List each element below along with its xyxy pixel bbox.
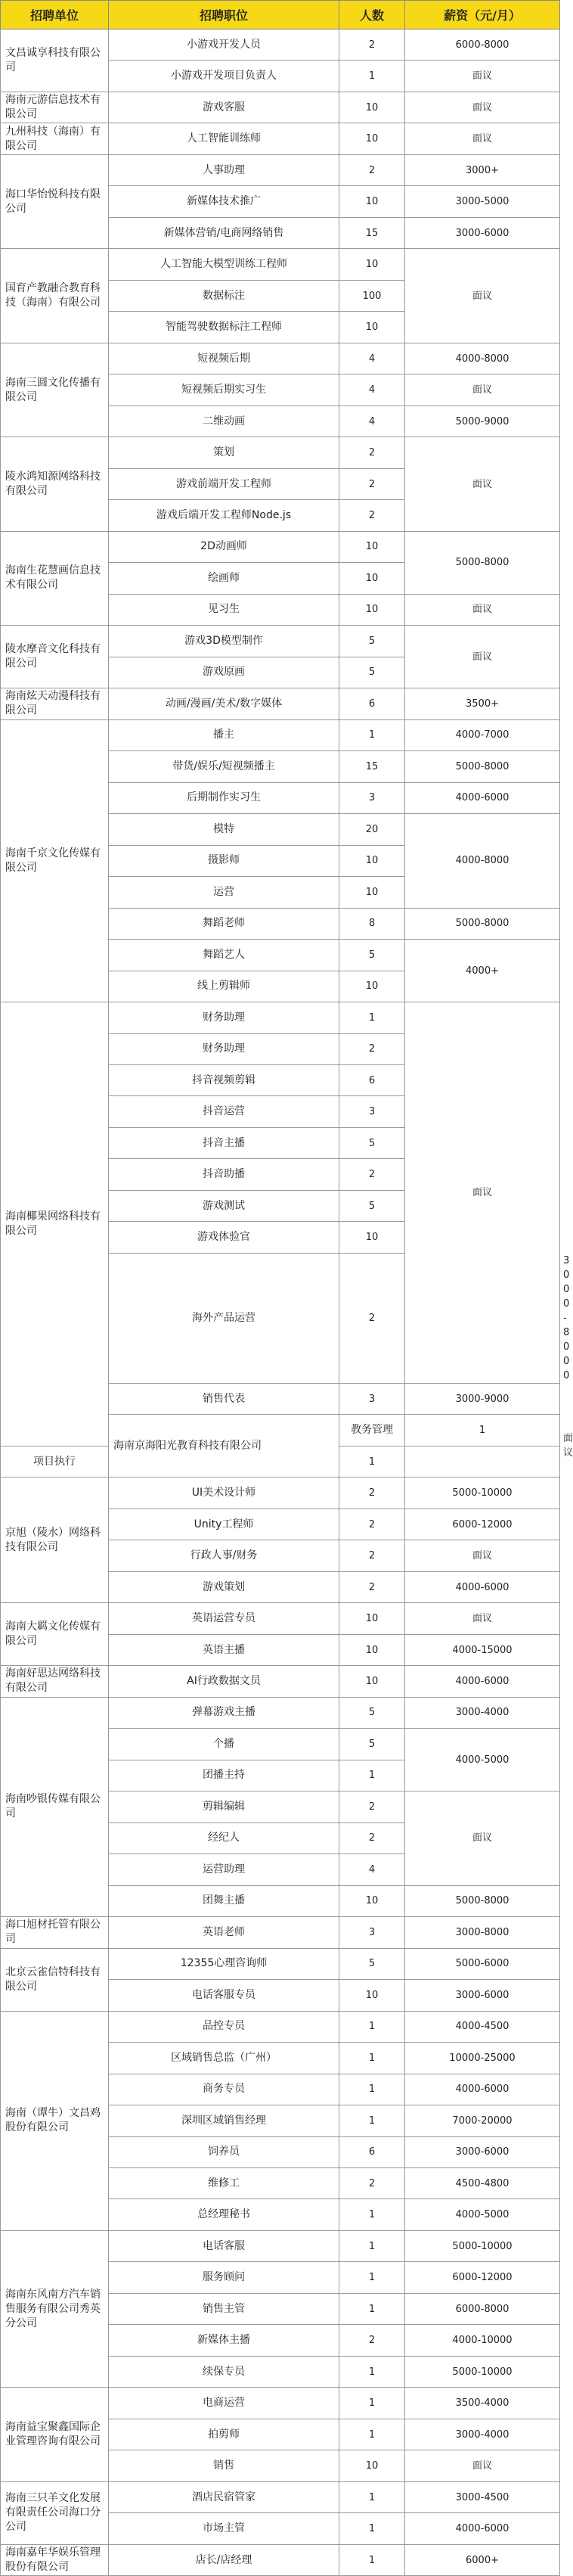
position-cell: 2D动画师 [109, 531, 339, 562]
position-cell: 运营助理 [109, 1854, 339, 1885]
salary-cell: 4000-6000 [405, 2074, 560, 2105]
company-cell: 国育产教融合教育科技（海南）有限公司 [1, 249, 109, 343]
salary-cell: 4000-6000 [405, 782, 560, 813]
table-row [1, 1002, 560, 1033]
salary-cell: 面议 [405, 2450, 560, 2481]
salary-cell: 3000-6000 [405, 2136, 560, 2167]
salary-cell: 面议 [405, 1540, 560, 1571]
count-cell: 5 [339, 1697, 405, 1728]
position-cell: 品控专员 [109, 2011, 339, 2042]
company-cell: 海南元游信息技术有限公司 [1, 92, 109, 123]
salary-cell: 4000-10000 [405, 2325, 560, 2356]
count-cell: 1 [405, 1415, 560, 1446]
salary-cell: 面议 [405, 249, 560, 343]
position-cell: 舞蹈艺人 [109, 940, 339, 971]
position-cell: 销售主管 [109, 2293, 339, 2324]
table-row [1, 1697, 560, 1728]
position-cell: Unity工程师 [109, 1509, 339, 1540]
count-cell: 10 [339, 92, 405, 123]
count-cell: 2 [339, 1033, 405, 1064]
salary-cell: 3000-8000 [405, 1917, 560, 1948]
position-cell: 抖音视频剪辑 [109, 1064, 339, 1095]
position-cell: 游戏原画 [109, 657, 339, 688]
position-cell: 数据标注 [109, 280, 339, 311]
count-cell: 1 [339, 2043, 405, 2074]
count-cell: 1 [339, 2199, 405, 2230]
count-cell: 3 [339, 782, 405, 813]
position-cell: 区域销售总监（广州） [109, 2043, 339, 2074]
count-cell: 2 [339, 500, 405, 531]
position-cell: 个播 [109, 1729, 339, 1760]
position-cell: 游戏前端开发工程师 [109, 468, 339, 499]
company-cell: 北京云雀信特科技有限公司 [1, 1948, 109, 2011]
count-cell: 3 [339, 1096, 405, 1127]
count-cell: 1 [339, 2544, 405, 2575]
company-cell: 海南生花慧画信息技术有限公司 [1, 531, 109, 625]
count-cell: 10 [339, 2450, 405, 2481]
position-cell: 游戏测试 [109, 1190, 339, 1221]
position-cell: 英语主播 [109, 1634, 339, 1665]
header-position: 招聘职位 [109, 1, 339, 30]
count-cell: 10 [339, 1980, 405, 2011]
table-header-row [1, 1, 560, 30]
position-cell: 财务助理 [109, 1002, 339, 1033]
salary-cell: 面议 [405, 61, 560, 92]
count-cell: 10 [339, 563, 405, 594]
count-cell: 100 [339, 280, 405, 311]
table-row [1, 531, 560, 562]
position-cell: 电话客服专员 [109, 1980, 339, 2011]
position-cell: 摄影师 [109, 845, 339, 876]
position-cell: 新媒体技术推广 [109, 186, 339, 217]
count-cell: 1 [339, 1002, 405, 1033]
count-cell: 2 [339, 154, 405, 185]
company-cell: 海南三圆文化传播有限公司 [1, 343, 109, 437]
count-cell: 5 [339, 626, 405, 657]
count-cell: 1 [339, 2230, 405, 2261]
position-cell: 短视频后期 [109, 343, 339, 374]
company-cell: 文昌诚享科技有限公司 [1, 30, 109, 92]
position-cell: 12355心理咨询师 [109, 1948, 339, 1979]
position-cell: 游戏体验官 [109, 1222, 339, 1253]
position-cell: UI美术设计师 [109, 1478, 339, 1509]
position-cell: 见习生 [109, 594, 339, 625]
count-cell: 2 [339, 437, 405, 468]
position-cell: 弹幕游戏主播 [109, 1697, 339, 1728]
count-cell: 10 [339, 845, 405, 876]
company-cell: 海口旭材托管有限公司 [1, 1917, 109, 1948]
count-cell: 10 [339, 594, 405, 625]
table-row [1, 1917, 560, 1948]
count-cell: 2 [339, 1540, 405, 1571]
header-salary: 薪资（元/月） [405, 1, 560, 30]
count-cell: 1 [339, 2419, 405, 2450]
table-row [1, 688, 560, 719]
count-cell: 5 [339, 940, 405, 971]
salary-cell: 3000+ [405, 154, 560, 185]
company-cell: 海南京海阳光教育科技有限公司 [109, 1415, 339, 1478]
position-cell: 小游戏开发项目负责人 [109, 61, 339, 92]
table-row [1, 1603, 560, 1634]
salary-cell: 5000-8000 [405, 1885, 560, 1916]
table-row [1, 1478, 560, 1509]
salary-cell: 5000-10000 [405, 1478, 560, 1509]
count-cell: 6 [339, 2136, 405, 2167]
table-row [1, 2481, 560, 2512]
salary-cell: 4000-6000 [405, 2513, 560, 2544]
position-cell: 海外产品运营 [109, 1253, 339, 1383]
position-cell: AI行政数据文员 [109, 1666, 339, 1697]
position-cell: 短视频后期实习生 [109, 374, 339, 406]
company-cell: 陵水鸿知源网络科技有限公司 [1, 437, 109, 531]
count-cell: 10 [339, 312, 405, 343]
table-row [1, 2388, 560, 2419]
position-cell: 项目执行 [1, 1446, 109, 1477]
salary-cell: 面议 [405, 123, 560, 154]
salary-cell: 5000-10000 [405, 2356, 560, 2387]
company-cell: 九州科技（海南）有限公司 [1, 123, 109, 154]
salary-cell: 6000-8000 [405, 30, 560, 61]
count-cell: 2 [339, 1253, 405, 1383]
count-cell: 1 [339, 1446, 405, 1477]
position-cell: 抖音运营 [109, 1096, 339, 1127]
count-cell: 10 [339, 1222, 405, 1253]
position-cell: 游戏3D模型制作 [109, 626, 339, 657]
salary-cell: 5000-6000 [405, 1948, 560, 1979]
position-cell: 游戏后端开发工程师Node.js [109, 500, 339, 531]
count-cell: 2 [339, 1509, 405, 1540]
salary-cell: 5000-8000 [405, 908, 560, 939]
salary-cell: 3000-4000 [405, 1697, 560, 1728]
position-cell: 新媒体主播 [109, 2325, 339, 2356]
salary-cell: 面议 [405, 1002, 560, 1384]
position-cell: 市场主管 [109, 2513, 339, 2544]
table-row [1, 92, 560, 123]
salary-cell: 4500-4800 [405, 2168, 560, 2199]
salary-cell: 4000-7000 [405, 719, 560, 750]
count-cell: 1 [339, 2356, 405, 2387]
count-cell: 1 [339, 2388, 405, 2419]
count-cell: 2 [339, 1791, 405, 1822]
position-cell: 舞蹈老师 [109, 908, 339, 939]
company-cell: 陵水摩音文化科技有限公司 [1, 626, 109, 688]
count-cell: 1 [339, 2513, 405, 2544]
count-cell: 15 [339, 217, 405, 248]
salary-cell: 6000-12000 [405, 1509, 560, 1540]
header-company: 招聘单位 [1, 1, 109, 30]
salary-cell: 10000-25000 [405, 2043, 560, 2074]
salary-cell: 4000+ [405, 940, 560, 1002]
position-cell: 游戏客服 [109, 92, 339, 123]
position-cell: 电商运营 [109, 2388, 339, 2419]
position-cell: 电话客服 [109, 2230, 339, 2261]
count-cell: 20 [339, 814, 405, 845]
count-cell: 1 [339, 2011, 405, 2042]
position-cell: 动画/漫画/美术/数字媒体 [109, 688, 339, 719]
company-cell: 海南炫天动漫科技有限公司 [1, 688, 109, 719]
position-cell: 人事助理 [109, 154, 339, 185]
salary-cell: 5000-9000 [405, 406, 560, 437]
count-cell: 15 [339, 751, 405, 782]
salary-cell: 4000-6000 [405, 1571, 560, 1602]
position-cell: 带货/娱乐/短视频播主 [109, 751, 339, 782]
salary-cell: 面议 [405, 1603, 560, 1634]
count-cell: 2 [339, 1571, 405, 1602]
company-cell: 海南千京文化传媒有限公司 [1, 719, 109, 1002]
count-cell: 10 [339, 1885, 405, 1916]
position-cell: 销售 [109, 2450, 339, 2481]
count-cell: 10 [339, 1603, 405, 1634]
count-cell: 10 [339, 1634, 405, 1665]
table-row [1, 2011, 560, 2042]
table-row [1, 30, 560, 61]
salary-cell: 3000-4500 [405, 2481, 560, 2512]
position-cell: 财务助理 [109, 1033, 339, 1064]
position-cell: 团舞主播 [109, 1885, 339, 1916]
position-cell: 策划 [109, 437, 339, 468]
salary-cell: 4000-6000 [405, 1666, 560, 1697]
count-cell: 1 [339, 719, 405, 750]
position-cell: 智能驾驶数据标注工程师 [109, 312, 339, 343]
position-cell: 英语运营专员 [109, 1603, 339, 1634]
position-cell: 小游戏开发人员 [109, 30, 339, 61]
salary-cell: 面议 [405, 437, 560, 531]
count-cell: 2 [339, 30, 405, 61]
position-cell: 后期制作实习生 [109, 782, 339, 813]
salary-cell: 3500+ [405, 688, 560, 719]
position-cell: 人工智能训练师 [109, 123, 339, 154]
count-cell: 4 [339, 406, 405, 437]
salary-cell: 3500-4000 [405, 2388, 560, 2419]
header-count: 人数 [339, 1, 405, 30]
salary-cell: 3000-4000 [405, 2419, 560, 2450]
salary-cell: 3000-5000 [405, 186, 560, 217]
count-cell: 10 [339, 531, 405, 562]
count-cell: 5 [339, 657, 405, 688]
count-cell: 2 [339, 1159, 405, 1190]
count-cell: 2 [339, 1478, 405, 1509]
position-cell: 酒店民宿管家 [109, 2481, 339, 2512]
salary-cell: 3000-6000 [405, 217, 560, 248]
table-row: 海南京海阳光教育科技有限公司 教务管理 1 面议 [1, 1415, 560, 1446]
position-cell: 二维动画 [109, 406, 339, 437]
table-row [1, 626, 560, 657]
salary-cell: 面议 [405, 594, 560, 625]
position-cell: 剪辑编辑 [109, 1791, 339, 1822]
position-cell: 模特 [109, 814, 339, 845]
position-cell: 经纪人 [109, 1822, 339, 1854]
position-cell: 续保专员 [109, 2356, 339, 2387]
company-cell: 海南好思达网络科技有限公司 [1, 1666, 109, 1697]
position-cell: 英语老师 [109, 1917, 339, 1948]
count-cell: 8 [339, 908, 405, 939]
salary-cell: 4000-5000 [405, 1729, 560, 1791]
count-cell: 2 [339, 2168, 405, 2199]
table-row [1, 154, 560, 185]
count-cell: 1 [339, 61, 405, 92]
position-cell: 行政人事/财务 [109, 1540, 339, 1571]
salary-cell: 6000-8000 [405, 2293, 560, 2324]
position-cell: 销售代表 [109, 1383, 339, 1414]
company-cell: 海南嘉年华娱乐管理股份有限公司 [1, 2544, 109, 2575]
salary-cell: 3000-6000 [405, 1980, 560, 2011]
count-cell: 3 [339, 1917, 405, 1948]
salary-cell: 4000-8000 [405, 814, 560, 908]
salary-cell: 5000-10000 [405, 2230, 560, 2261]
position-cell: 商务专员 [109, 2074, 339, 2105]
position-cell: 绘画师 [109, 563, 339, 594]
company-cell: 海南三只羊文化发展有限责任公司海口分公司 [1, 2481, 109, 2544]
company-cell: 海南椰果网络科技有限公司 [1, 1002, 109, 1446]
count-cell: 10 [339, 877, 405, 908]
count-cell: 10 [339, 186, 405, 217]
salary-cell: 5000-8000 [405, 531, 560, 594]
position-cell: 拍剪师 [109, 2419, 339, 2450]
count-cell: 6 [339, 688, 405, 719]
count-cell: 10 [339, 971, 405, 1002]
table-row [1, 343, 560, 374]
count-cell: 3 [339, 1383, 405, 1414]
salary-cell: 7000-20000 [405, 2105, 560, 2136]
salary-cell: 6000+ [405, 2544, 560, 2575]
salary-cell: 4000-15000 [405, 1634, 560, 1665]
position-cell: 团播主持 [109, 1760, 339, 1791]
position-cell: 店长/店经理 [109, 2544, 339, 2575]
count-cell: 4 [339, 343, 405, 374]
salary-cell: 面议 [405, 92, 560, 123]
count-cell: 1 [339, 2105, 405, 2136]
company-cell: 海南（谭牛）文昌鸡股份有限公司 [1, 2011, 109, 2230]
table-row [1, 719, 560, 750]
table-row: 海外产品运营 2 3000-8000 [1, 1253, 560, 1383]
count-cell: 10 [339, 123, 405, 154]
table-row [1, 2230, 560, 2261]
salary-cell: 6000-12000 [405, 2262, 560, 2293]
count-cell: 1 [339, 2262, 405, 2293]
count-cell: 5 [339, 1948, 405, 1979]
count-cell: 10 [339, 249, 405, 280]
salary-cell: 4000-4500 [405, 2011, 560, 2042]
company-cell: 海南益宝聚鑫国际企业管理咨询有限公司 [1, 2388, 109, 2481]
company-cell: 京旭（陵水）网络科技有限公司 [1, 1478, 109, 1603]
count-cell: 1 [339, 2481, 405, 2512]
count-cell: 4 [339, 374, 405, 406]
count-cell: 2 [339, 2325, 405, 2356]
count-cell: 1 [339, 2074, 405, 2105]
count-cell: 5 [339, 1190, 405, 1221]
salary-cell: 面议 [405, 626, 560, 688]
table-row [1, 1948, 560, 1979]
count-cell: 4 [339, 1854, 405, 1885]
count-cell: 5 [339, 1729, 405, 1760]
company-cell: 海口华怡悦科技有限公司 [1, 154, 109, 248]
position-cell: 线上剪辑师 [109, 971, 339, 1002]
company-cell: 海南吵银传媒有限公司 [1, 1697, 109, 1916]
count-cell: 1 [339, 1760, 405, 1791]
position-cell: 服务顾问 [109, 2262, 339, 2293]
position-cell: 新媒体营销/电商网络销售 [109, 217, 339, 248]
salary-cell: 面议 [405, 374, 560, 406]
position-cell: 总经理秘书 [109, 2199, 339, 2230]
position-cell: 教务管理 [339, 1415, 405, 1446]
table-row [1, 1666, 560, 1697]
position-cell: 运营 [109, 877, 339, 908]
salary-cell: 4000-8000 [405, 343, 560, 374]
count-cell: 1 [339, 2293, 405, 2324]
count-cell: 6 [339, 1064, 405, 1095]
company-cell: 海南大羁文化传媒有限公司 [1, 1603, 109, 1666]
table-row [1, 249, 560, 280]
table-row [1, 2544, 560, 2575]
company-cell: 海南东风南方汽车销售服务有限公司秀英分公司 [1, 2230, 109, 2387]
position-cell: 游戏策划 [109, 1571, 339, 1602]
count-cell: 2 [339, 468, 405, 499]
position-cell: 抖音主播 [109, 1127, 339, 1158]
position-cell: 深圳区域销售经理 [109, 2105, 339, 2136]
position-cell: 人工智能大模型训练工程师 [109, 249, 339, 280]
table-row [1, 123, 560, 154]
table-row [1, 437, 560, 468]
count-cell: 5 [339, 1127, 405, 1158]
position-cell: 维修工 [109, 2168, 339, 2199]
count-cell: 10 [339, 1666, 405, 1697]
position-cell: 播主 [109, 719, 339, 750]
salary-cell: 面议 [405, 1791, 560, 1885]
position-cell: 抖音助播 [109, 1159, 339, 1190]
position-cell: 饲养员 [109, 2136, 339, 2167]
salary-cell: 3000-9000 [405, 1383, 560, 1414]
salary-cell: 5000-8000 [405, 751, 560, 782]
count-cell: 2 [339, 1822, 405, 1854]
table-body [1, 30, 573, 2576]
salary-cell: 4000-5000 [405, 2199, 560, 2230]
